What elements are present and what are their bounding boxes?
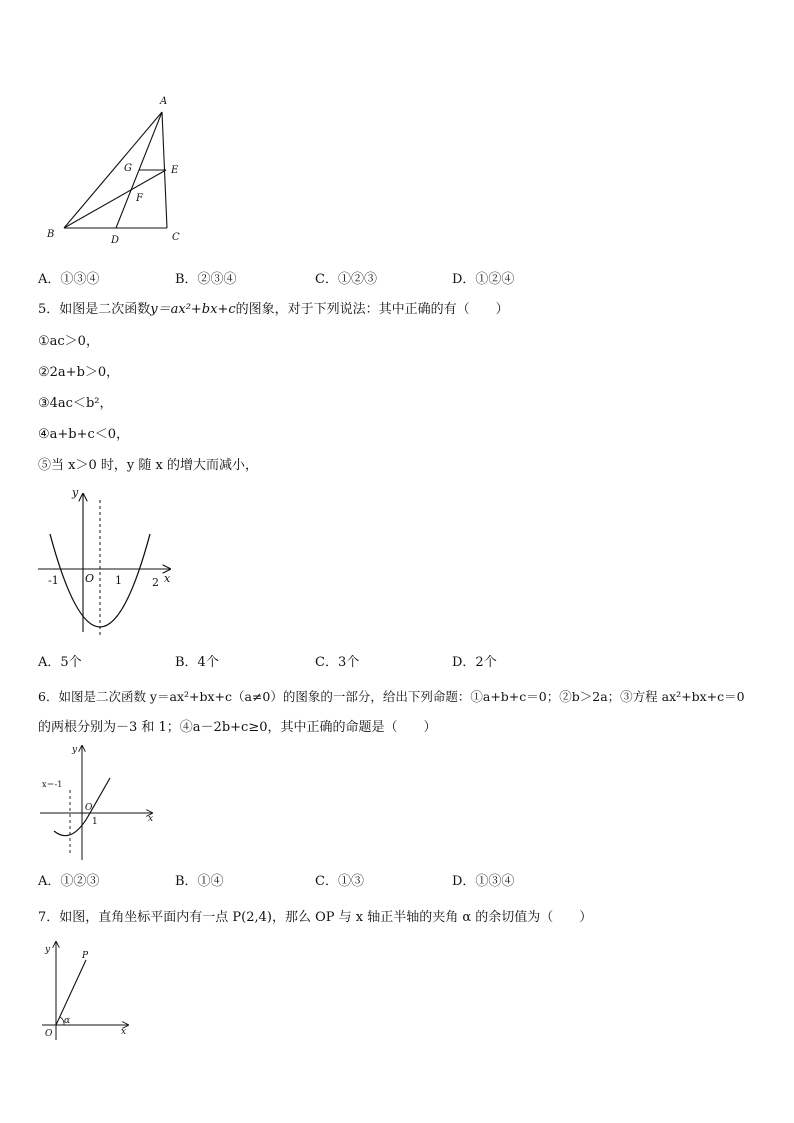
q5-y-label: y — [72, 486, 79, 499]
q6-tick-1: 1 — [92, 817, 98, 827]
q6-option-b[interactable]: B．①④ — [175, 874, 224, 889]
q4-option-a[interactable]: A．①③④ — [38, 272, 100, 287]
q6-parabola-graph — [35, 740, 160, 865]
q6-stem-line1: 6．如图是二次函数 y＝ax²+bx+c（a≠0）的图象的一部分，给出下列命题：①a+b+c＝0；②b＞2a；③方程 ax²+bx+c＝0 — [38, 689, 745, 704]
label-D: D — [111, 235, 120, 246]
q5-statement-3: ③4ac＜b²， — [38, 396, 113, 411]
q5-tick-neg1: -1 — [48, 574, 59, 587]
q5-option-d[interactable]: D．2个 — [452, 655, 497, 670]
q5-origin: O — [85, 572, 95, 585]
q5-option-a[interactable]: A．5个 — [38, 655, 82, 670]
q6-option-d[interactable]: D．①③④ — [452, 874, 515, 889]
q5-stem — [38, 301, 509, 319]
q5-statement-2: ②2a+b＞0， — [38, 365, 120, 380]
q6-origin: O — [85, 803, 93, 813]
q5-stem-suffix: 的图象，对于下列说法：其中正确的有（ ） — [235, 302, 509, 317]
q5-parabola-graph — [30, 483, 180, 643]
q7-stem: 7．如图，直角坐标平面内有一点 P(2,4)，那么 OP 与 x 轴正半轴的夹角 α 的余切值为（ ） — [38, 910, 593, 925]
label-F: F — [136, 193, 143, 204]
q4-option-b[interactable]: B．②③④ — [175, 272, 237, 287]
q7-angle-alpha: α — [64, 1016, 71, 1026]
q5-option-c[interactable]: C．3个 — [315, 655, 360, 670]
q5-statement-4: ④a+b+c＜0， — [38, 427, 130, 442]
q5-tick-1: 1 — [115, 574, 122, 587]
q6-option-c[interactable]: C．①③ — [315, 874, 364, 889]
q4-option-d[interactable]: D．①②④ — [452, 272, 515, 287]
q5-option-b[interactable]: B．4个 — [175, 655, 219, 670]
q4-triangle-figure — [40, 90, 200, 250]
label-A: A — [160, 96, 168, 107]
label-C: C — [172, 232, 180, 243]
label-E: E — [171, 165, 179, 176]
q7-y-label: y — [45, 945, 51, 955]
q5-statement-5: ⑤当 x＞0 时，y 随 x 的增大而减小， — [38, 458, 258, 473]
label-G: G — [124, 163, 132, 174]
q7-x-label: x — [121, 1027, 127, 1037]
q5-stem-prefix: 5．如图是二次函数 — [38, 302, 151, 317]
q6-option-a[interactable]: A．①②③ — [38, 874, 100, 889]
q6-x-label: x — [148, 814, 154, 824]
q6-stem-line2: 的两根分别为－3 和 1；④a－2b+c≥0，其中正确的命题是（ ） — [38, 720, 437, 735]
q4-option-c[interactable]: C．①②③ — [315, 272, 377, 287]
q5-statement-1: ①ac＞0， — [38, 334, 99, 349]
q7-origin: O — [45, 1029, 53, 1039]
q5-x-label: x — [164, 572, 171, 585]
label-B: B — [47, 229, 55, 240]
q7-coordinate-graph — [36, 938, 136, 1043]
q5-tick-2: 2 — [152, 576, 159, 589]
q6-y-label: y — [72, 745, 78, 755]
q7-point-P: P — [82, 951, 89, 961]
q6-axis-of-symmetry-label: x＝-1 — [42, 780, 63, 789]
q5-stem-formula: y＝ax²+bx+c — [150, 302, 236, 317]
